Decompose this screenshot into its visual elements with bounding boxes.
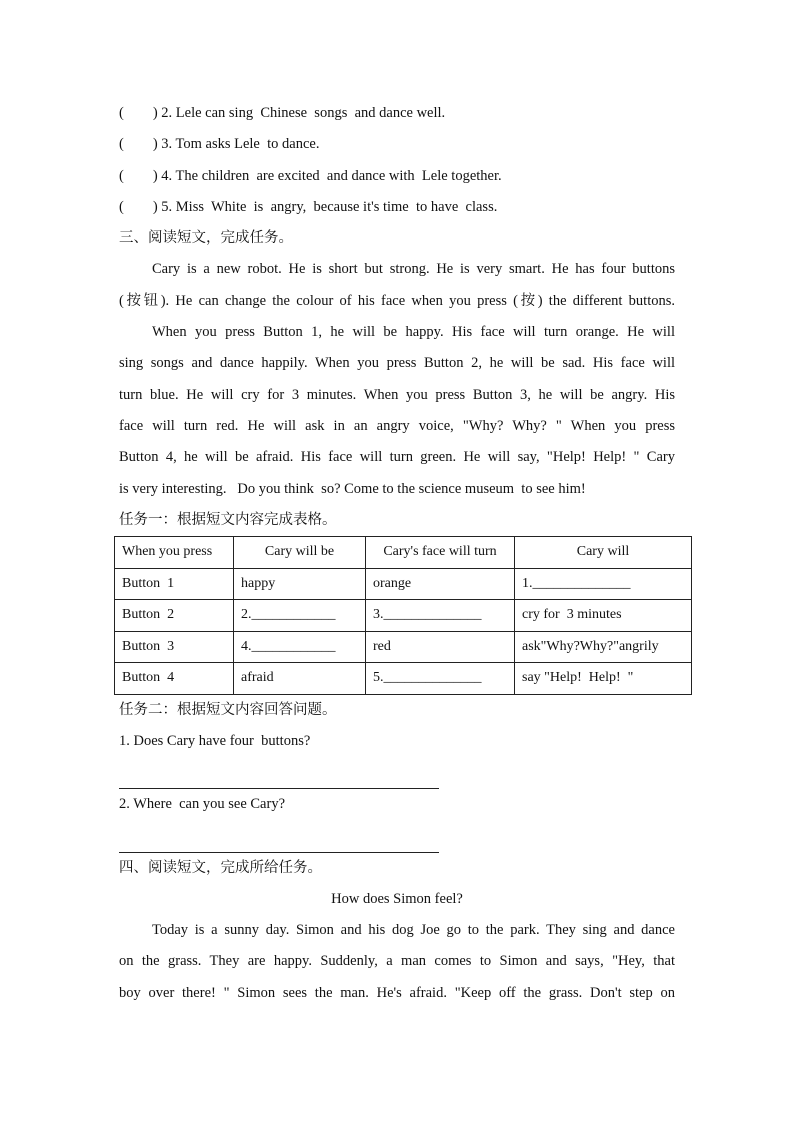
section3-heading: 三、阅读短文，完成任务。 <box>119 230 293 247</box>
answer-blank[interactable]: 4.____________ <box>234 631 366 663</box>
answer-blank[interactable]: 3.______________ <box>366 600 515 632</box>
table-header-cell: Cary will be <box>234 537 366 569</box>
task1-heading: 任务一：根据短文内容完成表格。 <box>119 511 337 528</box>
table-row <box>115 600 692 632</box>
section4-heading: 四、阅读短文，完成所给任务。 <box>119 859 322 876</box>
section4-passage <box>119 915 675 1009</box>
answer-blank[interactable]: 5.______________ <box>366 663 515 695</box>
table-cell: ask"Why?Why?"angrily <box>515 631 692 663</box>
table-cell: Button 2 <box>115 600 234 632</box>
answer-blank[interactable]: 1.______________ <box>515 568 692 600</box>
table-row <box>115 631 692 663</box>
table-cell: Button 4 <box>115 663 234 695</box>
table-row <box>115 568 692 600</box>
table-cell: Button 1 <box>115 568 234 600</box>
table-header-cell: When you press <box>115 537 234 569</box>
table-header-cell: Cary will <box>515 537 692 569</box>
table-cell: Button 3 <box>115 631 234 663</box>
tf-item: ( ) 5. Miss White is angry, because it's time to have class. <box>119 198 498 215</box>
task1-table <box>114 536 692 695</box>
passage-line: is very interesting. Do you think so? Come to the science museum to see him! <box>119 480 586 497</box>
table-cell: red <box>366 631 515 663</box>
table-cell: cry for 3 minutes <box>515 600 692 632</box>
passage-line: Button 4, he will be afraid. His face will turn green. He will say, "Help! Help! " Cary <box>119 449 675 466</box>
passage-line: on the grass. They are happy. Suddenly, a man comes to Simon and says, "Hey, that <box>119 953 675 970</box>
tf-item: ( ) 3. Tom asks Lele to dance. <box>119 136 320 153</box>
table-header-cell: Cary's face will turn <box>366 537 515 569</box>
answer-blank[interactable]: 2.____________ <box>234 600 366 632</box>
table-cell: happy <box>234 568 366 600</box>
tf-item: ( ) 4. The children are excited and dance with Lele together. <box>119 167 502 184</box>
table-cell: say "Help! Help! " <box>515 663 692 695</box>
table-row <box>115 663 692 695</box>
question: 1. Does Cary have four buttons? <box>119 732 311 749</box>
passage-line: When you press Button 1, he will be happy. His face will turn orange. He will <box>152 324 675 341</box>
passage-line: boy over there! " Simon sees the man. He's afraid. "Keep off the grass. Don't step on <box>119 984 675 1001</box>
section3-passage <box>119 254 675 504</box>
section4-title: How does Simon feel? <box>331 890 463 907</box>
task2-heading: 任务二：根据短文内容回答问题。 <box>119 701 337 718</box>
passage-line: Today is a sunny day. Simon and his dog Joe go to the park. They sing and dance <box>152 922 675 939</box>
passage-line: Cary is a new robot. He is short but strong. He is very smart. He has four buttons <box>152 261 675 278</box>
true-false-list <box>119 98 675 223</box>
tf-item: ( ) 2. Lele can sing Chinese songs and dance well. <box>119 105 446 121</box>
passage-line: face will turn red. He will ask in an angry voice, "Why? Why? " When you press <box>119 417 675 434</box>
table-header-row <box>115 537 692 569</box>
question: 2. Where can you see Cary? <box>119 796 286 813</box>
answer-line[interactable] <box>119 757 439 789</box>
passage-line: (按钮). He can change the colour of his face when you press (按) the different buttons. <box>119 292 675 309</box>
table-cell: orange <box>366 568 515 600</box>
answer-line[interactable] <box>119 821 439 853</box>
worksheet-page <box>119 98 675 1009</box>
passage-line: turn blue. He will cry for 3 minutes. When you press Button 3, he will be angry. His <box>119 386 675 403</box>
table-cell: afraid <box>234 663 366 695</box>
passage-line: sing songs and dance happily. When you press Button 2, he will be sad. His face will <box>119 355 675 372</box>
